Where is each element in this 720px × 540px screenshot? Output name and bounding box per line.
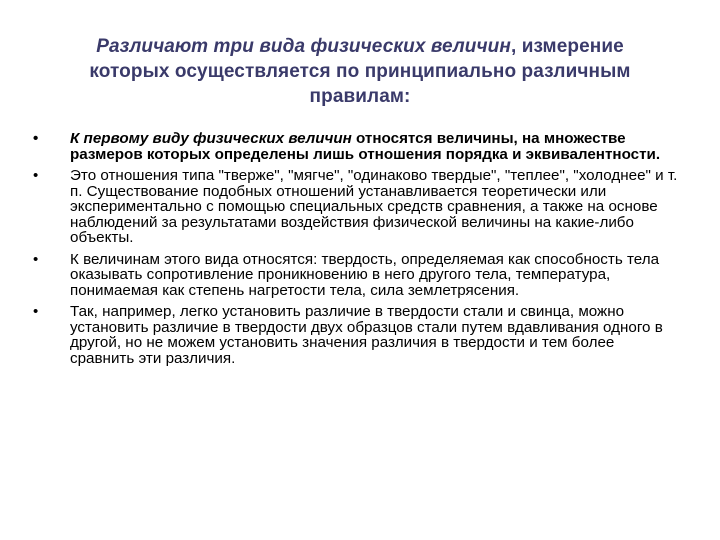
bullet-3-text: К величинам этого вида относятся: твердость, определяемая как способность тела оказывать сопротивление проникновению в него другого тела, температура, понимаемая как степень нагретости тела, сила землетрясения. — [70, 250, 660, 299]
bullet-item-3 — [30, 252, 680, 299]
bullet-dot-icon: • — [33, 303, 39, 320]
bullet-4-text: Так, например, легко установить различие в твердости стали и свинца, можно установить различие в твердости двух образцов стали путем вдавливания одного в другой, но не можем установить значения различия в твердости и тем более сравнить эти различия. — [70, 303, 663, 367]
bullet-1-text: относятся величины, на множестве размеров которых определены лишь отношения порядка и эквивалентности. — [70, 130, 661, 163]
bullet-1-emphasis: К первому виду физических величин — [70, 130, 352, 147]
bullet-item-2 — [30, 168, 680, 246]
bullet-2-text: Это отношения типа "тверже", "мягче", "одинаково твердые", "теплее", "холоднее" и т. п. Существование подобных отношений устанавливается теоретически или экспериментально с помощью специальных средств сравнения, а также на основе наблюдений за результатами воздействия физической величины на какие-либо объекты. — [70, 167, 678, 246]
bullet-item-1 — [30, 131, 680, 162]
title-emphasis: Различают три вида физических величин — [96, 36, 511, 57]
title-rest: , измерение которых осуществляется по принципиально различным правилам: — [89, 36, 631, 107]
bullet-dot-icon: • — [33, 167, 39, 184]
bullet-dot-icon: • — [33, 250, 39, 268]
bullet-item-4 — [30, 304, 680, 366]
bullet-dot-icon: • — [33, 130, 39, 147]
slide-title — [60, 34, 660, 109]
bullet-list — [30, 131, 680, 372]
